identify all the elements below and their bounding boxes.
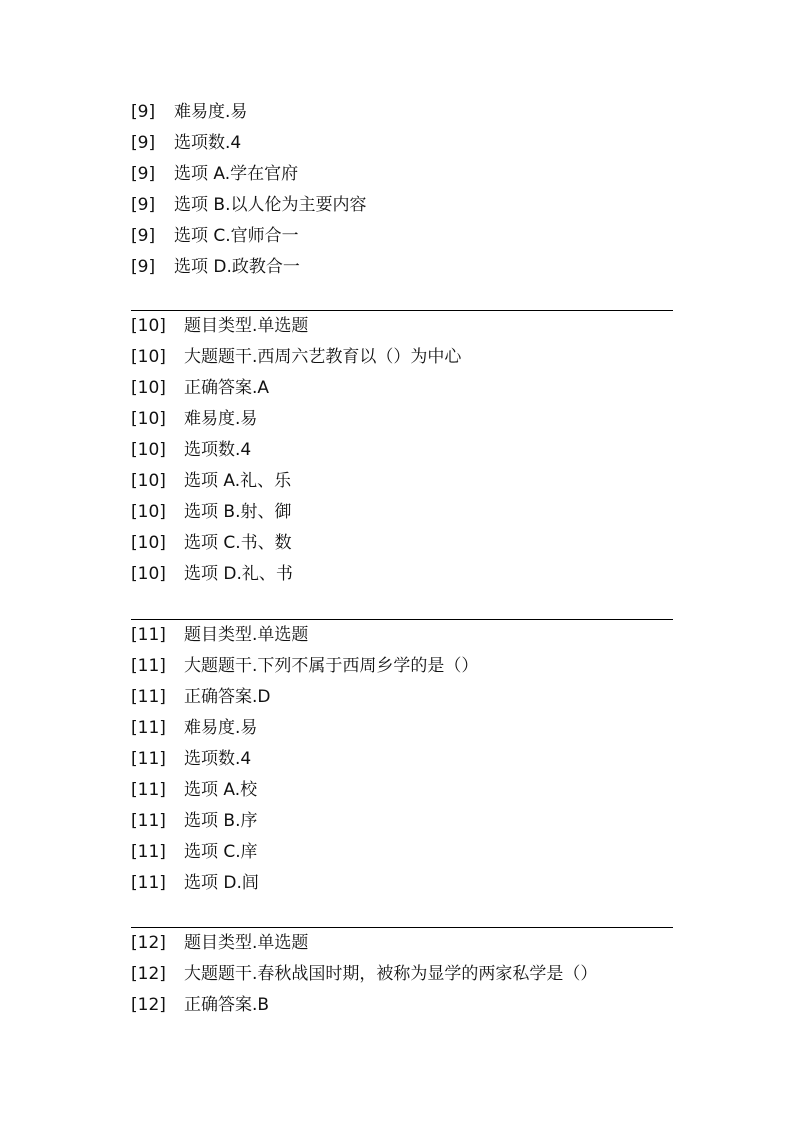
field-text: 选项 A.礼、乐 (184, 471, 292, 491)
question-number: [9] (131, 133, 156, 153)
field-text: 选项数.4 (174, 133, 242, 153)
field-text: 选项数.4 (184, 440, 252, 460)
field-text: 题目类型.单选题 (184, 625, 309, 645)
question-line (131, 528, 673, 559)
question-line (131, 682, 673, 713)
question-number: [10] (131, 502, 166, 522)
question-number: [11] (131, 780, 166, 800)
question-number: [12] (131, 933, 166, 953)
question-number: [9] (131, 226, 156, 246)
question-number: [9] (131, 257, 156, 277)
question-line (131, 620, 673, 651)
field-text: 选项数.4 (184, 749, 252, 769)
question-block-11 (131, 619, 673, 899)
question-line (131, 559, 673, 590)
question-line (131, 311, 673, 342)
field-text: 难易度.易 (184, 409, 258, 429)
question-number: [12] (131, 995, 166, 1015)
question-number: [10] (131, 409, 166, 429)
question-number: [9] (131, 195, 156, 215)
question-number: [9] (131, 102, 156, 122)
field-text: 大题题干.下列不属于西周乡学的是（） (184, 656, 479, 676)
question-number: [10] (131, 316, 166, 336)
question-number: [11] (131, 625, 166, 645)
question-number: [11] (131, 873, 166, 893)
question-line (131, 651, 673, 682)
field-text: 选项 B.以人伦为主要内容 (174, 195, 367, 215)
question-line (131, 868, 673, 899)
question-number: [10] (131, 440, 166, 460)
question-line (131, 128, 673, 159)
question-line (131, 713, 673, 744)
question-number: [10] (131, 471, 166, 491)
field-text: 选项 C.官师合一 (174, 226, 299, 246)
question-block-12 (131, 927, 673, 1021)
question-line (131, 990, 673, 1021)
question-number: [10] (131, 533, 166, 553)
field-text: 大题题干.春秋战国时期，被称为显学的两家私学是（） (184, 964, 598, 984)
question-number: [11] (131, 749, 166, 769)
question-number: [11] (131, 811, 166, 831)
field-text: 正确答案.A (184, 378, 270, 398)
field-text: 选项 B.射、御 (184, 502, 292, 522)
question-line (131, 221, 673, 252)
question-block-9 (131, 97, 673, 283)
field-text: 选项 A.学在官府 (174, 164, 299, 184)
field-text: 正确答案.D (184, 687, 271, 707)
field-text: 选项 D.政教合一 (174, 257, 300, 277)
field-text: 选项 D.闾 (184, 873, 259, 893)
field-text: 选项 D.礼、书 (184, 564, 293, 584)
question-line (131, 775, 673, 806)
field-text: 选项 B.序 (184, 811, 258, 831)
question-line (131, 466, 673, 497)
question-number: [11] (131, 842, 166, 862)
field-text: 正确答案.B (184, 995, 270, 1015)
question-line (131, 435, 673, 466)
question-line (131, 744, 673, 775)
question-line (131, 159, 673, 190)
question-block-10 (131, 310, 673, 590)
question-number: [10] (131, 347, 166, 367)
field-text: 难易度.易 (184, 718, 258, 738)
question-line (131, 404, 673, 435)
question-line (131, 252, 673, 283)
question-number: [11] (131, 687, 166, 707)
question-number: [11] (131, 718, 166, 738)
question-number: [10] (131, 378, 166, 398)
field-text: 题目类型.单选题 (184, 316, 309, 336)
question-number: [11] (131, 656, 166, 676)
question-line (131, 97, 673, 128)
question-line (131, 373, 673, 404)
question-number: [10] (131, 564, 166, 584)
question-line (131, 190, 673, 221)
field-text: 选项 A.校 (184, 780, 258, 800)
question-line (131, 497, 673, 528)
question-line (131, 342, 673, 373)
field-text: 选项 C.书、数 (184, 533, 292, 553)
question-number: [12] (131, 964, 166, 984)
field-text: 难易度.易 (174, 102, 248, 122)
field-text: 大题题干.西周六艺教育以（）为中心 (184, 347, 462, 367)
field-text: 选项 C.庠 (184, 842, 258, 862)
question-line (131, 959, 673, 990)
question-line (131, 928, 673, 959)
question-number: [9] (131, 164, 156, 184)
question-line (131, 837, 673, 868)
question-line (131, 806, 673, 837)
field-text: 题目类型.单选题 (184, 933, 309, 953)
